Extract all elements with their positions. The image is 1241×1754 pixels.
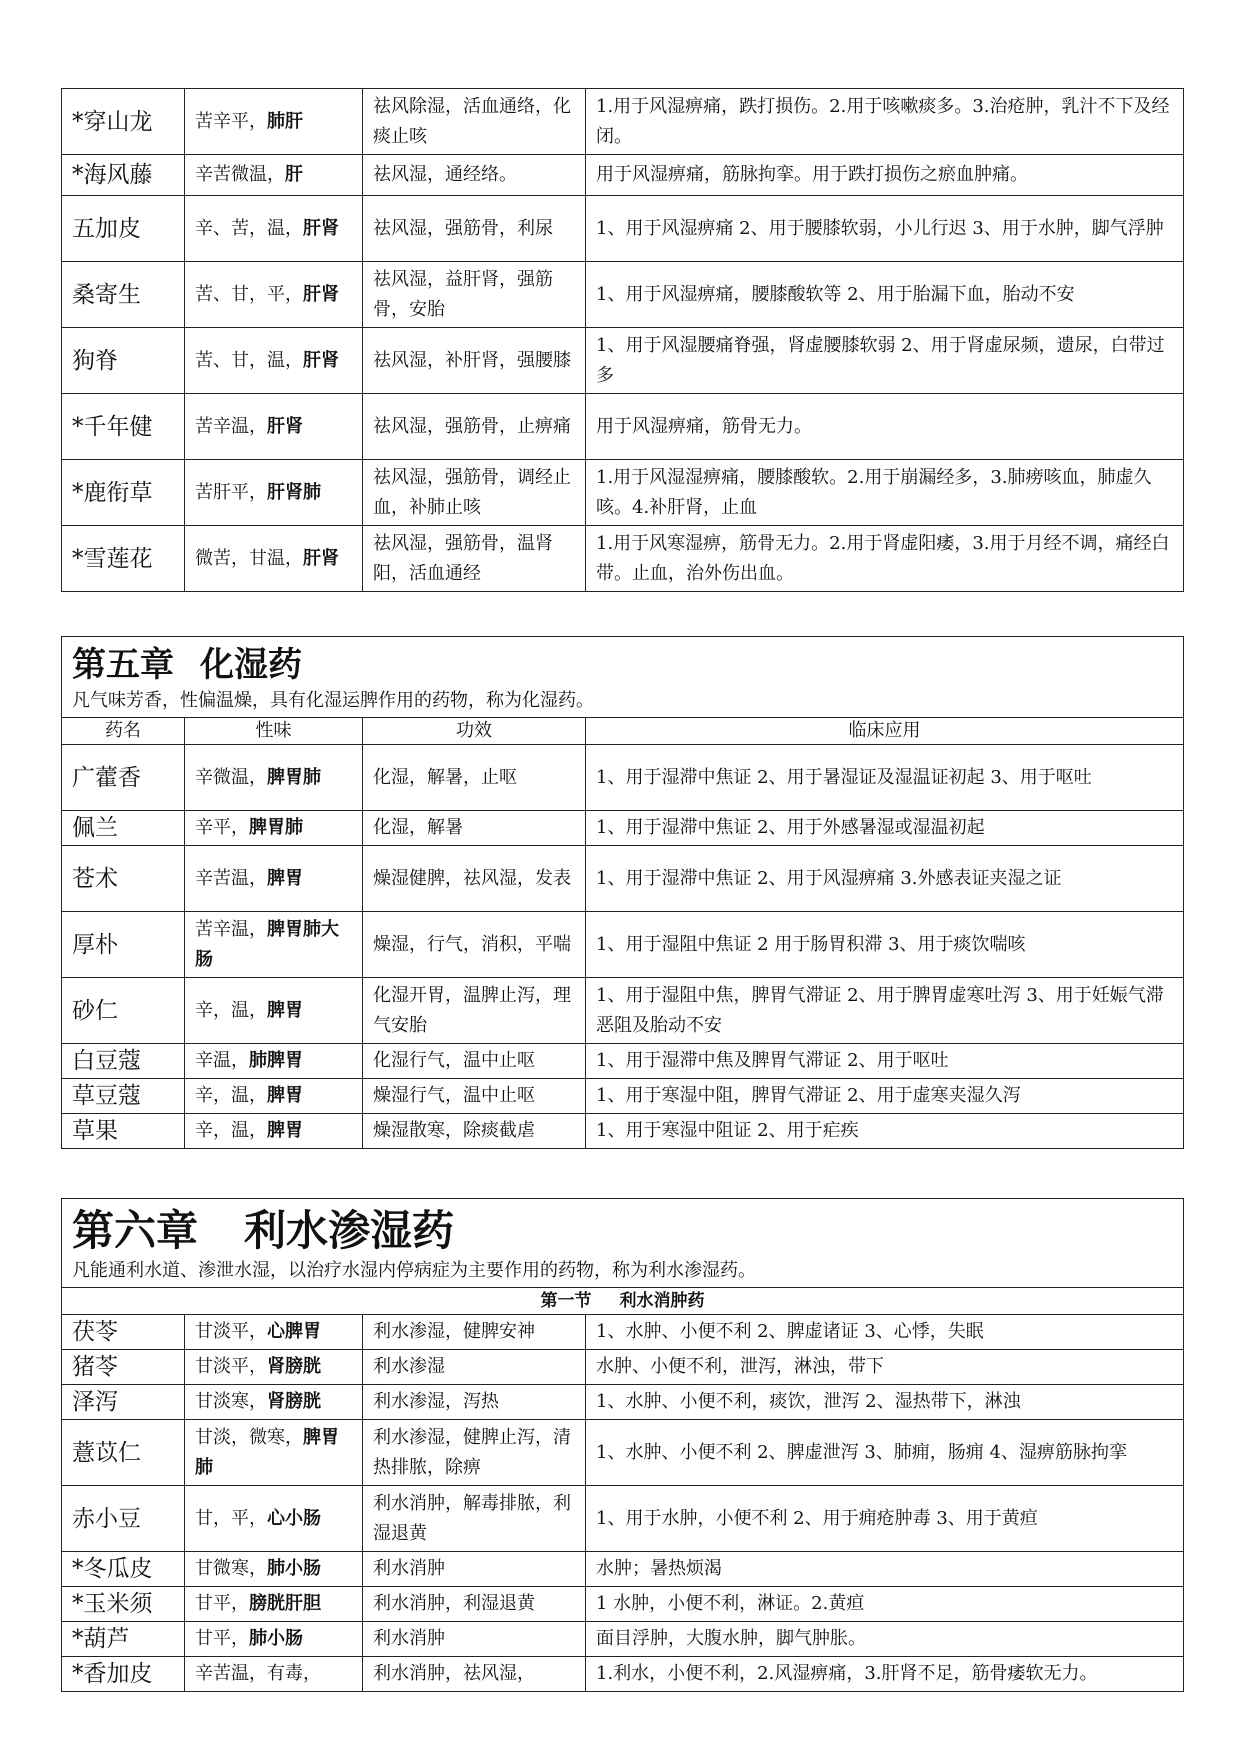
table-row xyxy=(62,846,1184,912)
herb-taste-meridian xyxy=(185,1315,363,1350)
herb-name: *鹿衔草 xyxy=(62,460,185,526)
herb-name: *穿山龙 xyxy=(62,89,185,155)
herb-clinical-use: 1 水肿，小便不利，淋证。2.黄疸 xyxy=(586,1587,1184,1622)
table-row xyxy=(62,1657,1184,1692)
table-row xyxy=(62,1587,1184,1622)
herb-clinical-use: 1、用于风湿痹痛 2、用于腰膝软弱，小儿行迟 3、用于水肿，脚气浮肿 xyxy=(586,196,1184,262)
herb-taste: 苦、甘，平， xyxy=(195,283,303,305)
herb-taste: 甘平， xyxy=(195,1593,249,1614)
herb-name: *香加皮 xyxy=(62,1657,185,1692)
table-row xyxy=(62,1552,1184,1587)
herb-taste: 辛，温， xyxy=(195,1085,267,1106)
herb-meridian: 脾胃肺大肠 xyxy=(195,918,339,970)
herb-clinical-use: 1、用于水肿，小便不利 2、用于痈疮肿毒 3、用于黄疸 xyxy=(586,1486,1184,1552)
herb-name: 草果 xyxy=(62,1114,185,1149)
herb-clinical-use: 1、水肿、小便不利，痰饮，泄泻 2、湿热带下，淋浊 xyxy=(586,1385,1184,1420)
herb-taste-meridian xyxy=(185,846,363,912)
column-header-use: 临床应用 xyxy=(586,718,1184,745)
table-row xyxy=(62,1486,1184,1552)
herb-name: 草豆蔻 xyxy=(62,1079,185,1114)
herb-meridian: 心脾胃 xyxy=(267,1321,321,1342)
herb-clinical-use: 1.用于风寒湿痹，筋骨无力。2.用于肾虚阳痿，3.用于月经不调，痛经白带。止血，治外伤出血。 xyxy=(586,526,1184,592)
table-row xyxy=(62,328,1184,394)
herb-taste: 辛苦微温， xyxy=(195,164,285,185)
herb-name: 砂仁 xyxy=(62,978,185,1044)
herb-name: *冬瓜皮 xyxy=(62,1552,185,1587)
table-row xyxy=(62,394,1184,460)
herb-clinical-use: 1、用于湿阻中焦，脾胃气滞证 2、用于脾胃虚寒吐泻 3、用于妊娠气滞恶阻及胎动不安 xyxy=(586,978,1184,1044)
herb-meridian: 肝肾 xyxy=(303,349,339,371)
herb-meridian: 肝肾 xyxy=(303,547,339,569)
herb-name: 佩兰 xyxy=(62,811,185,846)
herb-clinical-use: 1.用于风湿湿痹痛，腰膝酸软。2.用于崩漏经多，3.肺痨咳血，肺虚久咳。4.补肝肾，止血 xyxy=(586,460,1184,526)
herb-name: 狗脊 xyxy=(62,328,185,394)
herb-taste-meridian xyxy=(185,1079,363,1114)
herb-meridian: 脾胃肺 xyxy=(267,766,321,788)
herb-taste: 辛，温， xyxy=(195,999,267,1021)
section-number: 第一节 xyxy=(540,1291,592,1311)
herb-effect: 燥湿，行气，消积，平喘 xyxy=(363,912,586,978)
column-header-effect: 功效 xyxy=(363,718,586,745)
herb-name: *雪莲花 xyxy=(62,526,185,592)
herb-taste: 辛平， xyxy=(195,817,249,838)
herb-clinical-use: 1、用于寒湿中阻，脾胃气滞证 2、用于虚寒夹湿久泻 xyxy=(586,1079,1184,1114)
chapter-description: 凡能通利水道、渗泄水湿，以治疗水湿内停病症为主要作用的药物，称为利水渗湿药。 xyxy=(72,1260,756,1281)
herb-name: *葫芦 xyxy=(62,1622,185,1657)
section-header xyxy=(62,1288,1184,1315)
herb-clinical-use: 1、用于湿滞中焦证 2、用于外感暑湿或湿温初起 xyxy=(586,811,1184,846)
table-row xyxy=(62,1114,1184,1149)
chapter-5-table xyxy=(61,636,1184,1149)
herb-effect: 利水渗湿，健脾止泻，清热排脓，除痹 xyxy=(363,1420,586,1486)
herb-taste-meridian xyxy=(185,1622,363,1657)
herb-taste-meridian xyxy=(185,89,363,155)
herb-table-wind-damp xyxy=(61,88,1184,592)
herb-effect: 祛风湿，通经络。 xyxy=(363,155,586,196)
table-row xyxy=(62,155,1184,196)
herb-taste-meridian xyxy=(185,978,363,1044)
herb-taste-meridian xyxy=(185,1657,363,1692)
table-row xyxy=(62,1079,1184,1114)
herb-effect: 利水渗湿，健脾安神 xyxy=(363,1315,586,1350)
herb-clinical-use: 用于风湿痹痛，筋骨无力。 xyxy=(586,394,1184,460)
herb-name: 茯苓 xyxy=(62,1315,185,1350)
herb-taste: 辛苦温， xyxy=(195,867,267,889)
table-row xyxy=(62,262,1184,328)
herb-name: *海风藤 xyxy=(62,155,185,196)
herb-taste: 辛温， xyxy=(195,1050,249,1071)
herb-name: *千年健 xyxy=(62,394,185,460)
herb-taste: 苦辛温， xyxy=(195,415,267,437)
herb-effect: 利水消肿 xyxy=(363,1622,586,1657)
chapter-description: 凡气味芳香，性偏温燥，具有化湿运脾作用的药物，称为化湿药。 xyxy=(72,690,594,711)
herb-name: 五加皮 xyxy=(62,196,185,262)
herb-effect: 化湿，解暑 xyxy=(363,811,586,846)
herb-taste-meridian xyxy=(185,1420,363,1486)
herb-clinical-use: 1、用于湿阻中焦证 2 用于肠胃积滞 3、用于痰饮喘咳 xyxy=(586,912,1184,978)
chapter-number: 第六章 xyxy=(72,1206,199,1255)
herb-meridian: 脾胃 xyxy=(267,1120,303,1141)
herb-taste-meridian xyxy=(185,745,363,811)
table-row xyxy=(62,196,1184,262)
herb-clinical-use: 1、用于寒湿中阻证 2、用于疟疾 xyxy=(586,1114,1184,1149)
herb-meridian: 脾胃 xyxy=(267,867,303,889)
column-header-row xyxy=(62,718,1184,745)
herb-clinical-use: 水肿；暑热烦渴 xyxy=(586,1552,1184,1587)
table-row xyxy=(62,978,1184,1044)
herb-clinical-use: 1、用于湿滞中焦证 2、用于风湿痹痛 3.外感表证夹湿之证 xyxy=(586,846,1184,912)
herb-effect: 祛风湿，强筋骨，利尿 xyxy=(363,196,586,262)
herb-meridian: 脾胃肺 xyxy=(195,1426,339,1478)
chapter-name: 利水渗湿药 xyxy=(244,1206,455,1255)
herb-clinical-use: 1、水肿、小便不利 2、脾虚诸证 3、心悸，失眠 xyxy=(586,1315,1184,1350)
herb-clinical-use: 面目浮肿，大腹水肿，脚气肿胀。 xyxy=(586,1622,1184,1657)
chapter-name: 化湿药 xyxy=(200,645,302,685)
herb-taste-meridian xyxy=(185,526,363,592)
herb-taste-meridian xyxy=(185,155,363,196)
herb-meridian: 脾胃肺 xyxy=(249,817,303,838)
herb-clinical-use: 水肿、小便不利，泄泻，淋浊，带下 xyxy=(586,1350,1184,1385)
herb-meridian: 肝肾 xyxy=(267,415,303,437)
herb-taste-meridian xyxy=(185,811,363,846)
herb-meridian: 肝肾 xyxy=(303,283,339,305)
herb-taste: 甘淡平， xyxy=(195,1321,267,1342)
herb-name: *玉米须 xyxy=(62,1587,185,1622)
herb-meridian: 肝 xyxy=(285,164,303,185)
herb-effect: 祛风湿，益肝肾，强筋骨，安胎 xyxy=(363,262,586,328)
herb-effect: 利水消肿，解毒排脓，利湿退黄 xyxy=(363,1486,586,1552)
herb-taste-meridian xyxy=(185,1552,363,1587)
herb-name: 广藿香 xyxy=(62,745,185,811)
herb-taste-meridian xyxy=(185,1350,363,1385)
herb-name: 泽泻 xyxy=(62,1385,185,1420)
herb-taste-meridian xyxy=(185,328,363,394)
herb-meridian: 心小肠 xyxy=(267,1507,321,1529)
herb-taste: 辛、苦，温， xyxy=(195,217,303,239)
herb-clinical-use: 1、用于风湿腰痛脊强，肾虚腰膝软弱 2、用于肾虚尿频，遗尿，白带过多 xyxy=(586,328,1184,394)
herb-meridian: 肝肾肺 xyxy=(267,481,321,503)
chapter-header xyxy=(62,637,1184,718)
herb-taste: 甘淡平， xyxy=(195,1356,267,1377)
table-row xyxy=(62,811,1184,846)
herb-meridian: 脾胃 xyxy=(267,999,303,1021)
table-row xyxy=(62,1385,1184,1420)
herb-meridian: 肾膀胱 xyxy=(267,1356,321,1377)
herb-effect: 祛风湿，强筋骨，温肾阳，活血通经 xyxy=(363,526,586,592)
chapter-header-row xyxy=(62,1199,1184,1288)
herb-meridian: 肺小肠 xyxy=(267,1558,321,1579)
herb-effect: 祛风除湿，活血通络，化痰止咳 xyxy=(363,89,586,155)
table-row xyxy=(62,1350,1184,1385)
herb-meridian: 肺小肠 xyxy=(249,1628,303,1649)
herb-taste: 甘，平， xyxy=(195,1507,267,1529)
herb-taste: 甘微寒， xyxy=(195,1558,267,1579)
herb-taste-meridian xyxy=(185,1044,363,1079)
herb-meridian: 肺脾胃 xyxy=(249,1050,303,1071)
herb-effect: 燥湿健脾，祛风湿，发表 xyxy=(363,846,586,912)
herb-effect: 化湿开胃，温脾止泻，理气安胎 xyxy=(363,978,586,1044)
chapter-title xyxy=(72,643,1173,687)
herb-meridian: 肾膀胱 xyxy=(267,1391,321,1412)
herb-effect: 化湿，解暑，止呕 xyxy=(363,745,586,811)
chapter-6-table xyxy=(61,1198,1184,1692)
herb-name: 猪苓 xyxy=(62,1350,185,1385)
section-name: 利水消肿药 xyxy=(619,1291,705,1311)
herb-meridian: 脾胃 xyxy=(267,1085,303,1106)
herb-effect: 利水渗湿，泻热 xyxy=(363,1385,586,1420)
table-row xyxy=(62,745,1184,811)
herb-clinical-use: 用于风湿痹痛，筋脉拘挛。用于跌打损伤之瘀血肿痛。 xyxy=(586,155,1184,196)
herb-effect: 利水消肿，祛风湿， xyxy=(363,1657,586,1692)
herb-taste: 苦辛平， xyxy=(195,110,267,132)
herb-taste: 辛，温， xyxy=(195,1120,267,1141)
herb-taste: 苦肝平， xyxy=(195,481,267,503)
herb-meridian: 肺肝 xyxy=(267,110,303,132)
herb-clinical-use: 1、用于风湿痹痛，腰膝酸软等 2、用于胎漏下血，胎动不安 xyxy=(586,262,1184,328)
table-row xyxy=(62,1044,1184,1079)
herb-effect: 燥湿散寒，除痰截虐 xyxy=(363,1114,586,1149)
herb-taste: 辛苦温，有毒， xyxy=(195,1663,321,1684)
herb-taste-meridian xyxy=(185,912,363,978)
herb-taste-meridian xyxy=(185,196,363,262)
herb-taste: 苦辛温， xyxy=(195,918,267,940)
herb-meridian: 肝肾 xyxy=(303,217,339,239)
table-row xyxy=(62,1420,1184,1486)
herb-clinical-use: 1、用于湿滞中焦证 2、用于暑湿证及湿温证初起 3、用于呕吐 xyxy=(586,745,1184,811)
column-header-name: 药名 xyxy=(62,718,185,745)
herb-taste: 甘淡寒， xyxy=(195,1391,267,1412)
herb-clinical-use: 1、用于湿滞中焦及脾胃气滞证 2、用于呕吐 xyxy=(586,1044,1184,1079)
herb-taste-meridian xyxy=(185,1114,363,1149)
herb-taste: 甘淡，微寒， xyxy=(195,1426,303,1448)
herb-name: 白豆蔻 xyxy=(62,1044,185,1079)
herb-taste-meridian xyxy=(185,1486,363,1552)
chapter-number: 第五章 xyxy=(72,645,174,685)
herb-taste: 甘平， xyxy=(195,1628,249,1649)
herb-meridian: 膀胱肝胆 xyxy=(249,1593,321,1614)
herb-effect: 燥湿行气，温中止呕 xyxy=(363,1079,586,1114)
chapter-header-row xyxy=(62,637,1184,718)
herb-effect: 利水消肿 xyxy=(363,1552,586,1587)
table-row xyxy=(62,1315,1184,1350)
herb-taste: 苦、甘，温， xyxy=(195,349,303,371)
herb-taste-meridian xyxy=(185,1587,363,1622)
table-row xyxy=(62,89,1184,155)
column-header-taste: 性味 xyxy=(185,718,363,745)
herb-name: 赤小豆 xyxy=(62,1486,185,1552)
herb-clinical-use: 1.利水，小便不利，2.风湿痹痛，3.肝肾不足，筋骨痿软无力。 xyxy=(586,1657,1184,1692)
section-header-row xyxy=(62,1288,1184,1315)
herb-clinical-use: 1.用于风湿痹痛，跌打损伤。2.用于咳嗽痰多。3.治疮肿，乳汁不下及经闭。 xyxy=(586,89,1184,155)
herb-taste-meridian xyxy=(185,262,363,328)
herb-taste-meridian xyxy=(185,394,363,460)
table-row xyxy=(62,460,1184,526)
herb-taste: 微苦，甘温， xyxy=(195,547,303,569)
herb-effect: 祛风湿，补肝肾，强腰膝 xyxy=(363,328,586,394)
herb-effect: 化湿行气，温中止呕 xyxy=(363,1044,586,1079)
herb-effect: 利水消肿，利湿退黄 xyxy=(363,1587,586,1622)
table-row xyxy=(62,526,1184,592)
herb-name: 桑寄生 xyxy=(62,262,185,328)
herb-effect: 祛风湿，强筋骨，调经止血，补肺止咳 xyxy=(363,460,586,526)
table-row xyxy=(62,1622,1184,1657)
herb-taste-meridian xyxy=(185,460,363,526)
table-row xyxy=(62,912,1184,978)
herb-clinical-use: 1、水肿、小便不利 2、脾虚泄泻 3、肺痈，肠痈 4、湿痹筋脉拘挛 xyxy=(586,1420,1184,1486)
herb-name: 薏苡仁 xyxy=(62,1420,185,1486)
herb-taste-meridian xyxy=(185,1385,363,1420)
herb-name: 厚朴 xyxy=(62,912,185,978)
herb-name: 苍术 xyxy=(62,846,185,912)
herb-taste: 辛微温， xyxy=(195,766,267,788)
chapter-title xyxy=(72,1205,1173,1257)
herb-effect: 祛风湿，强筋骨，止痹痛 xyxy=(363,394,586,460)
chapter-header xyxy=(62,1199,1184,1288)
herb-effect: 利水渗湿 xyxy=(363,1350,586,1385)
